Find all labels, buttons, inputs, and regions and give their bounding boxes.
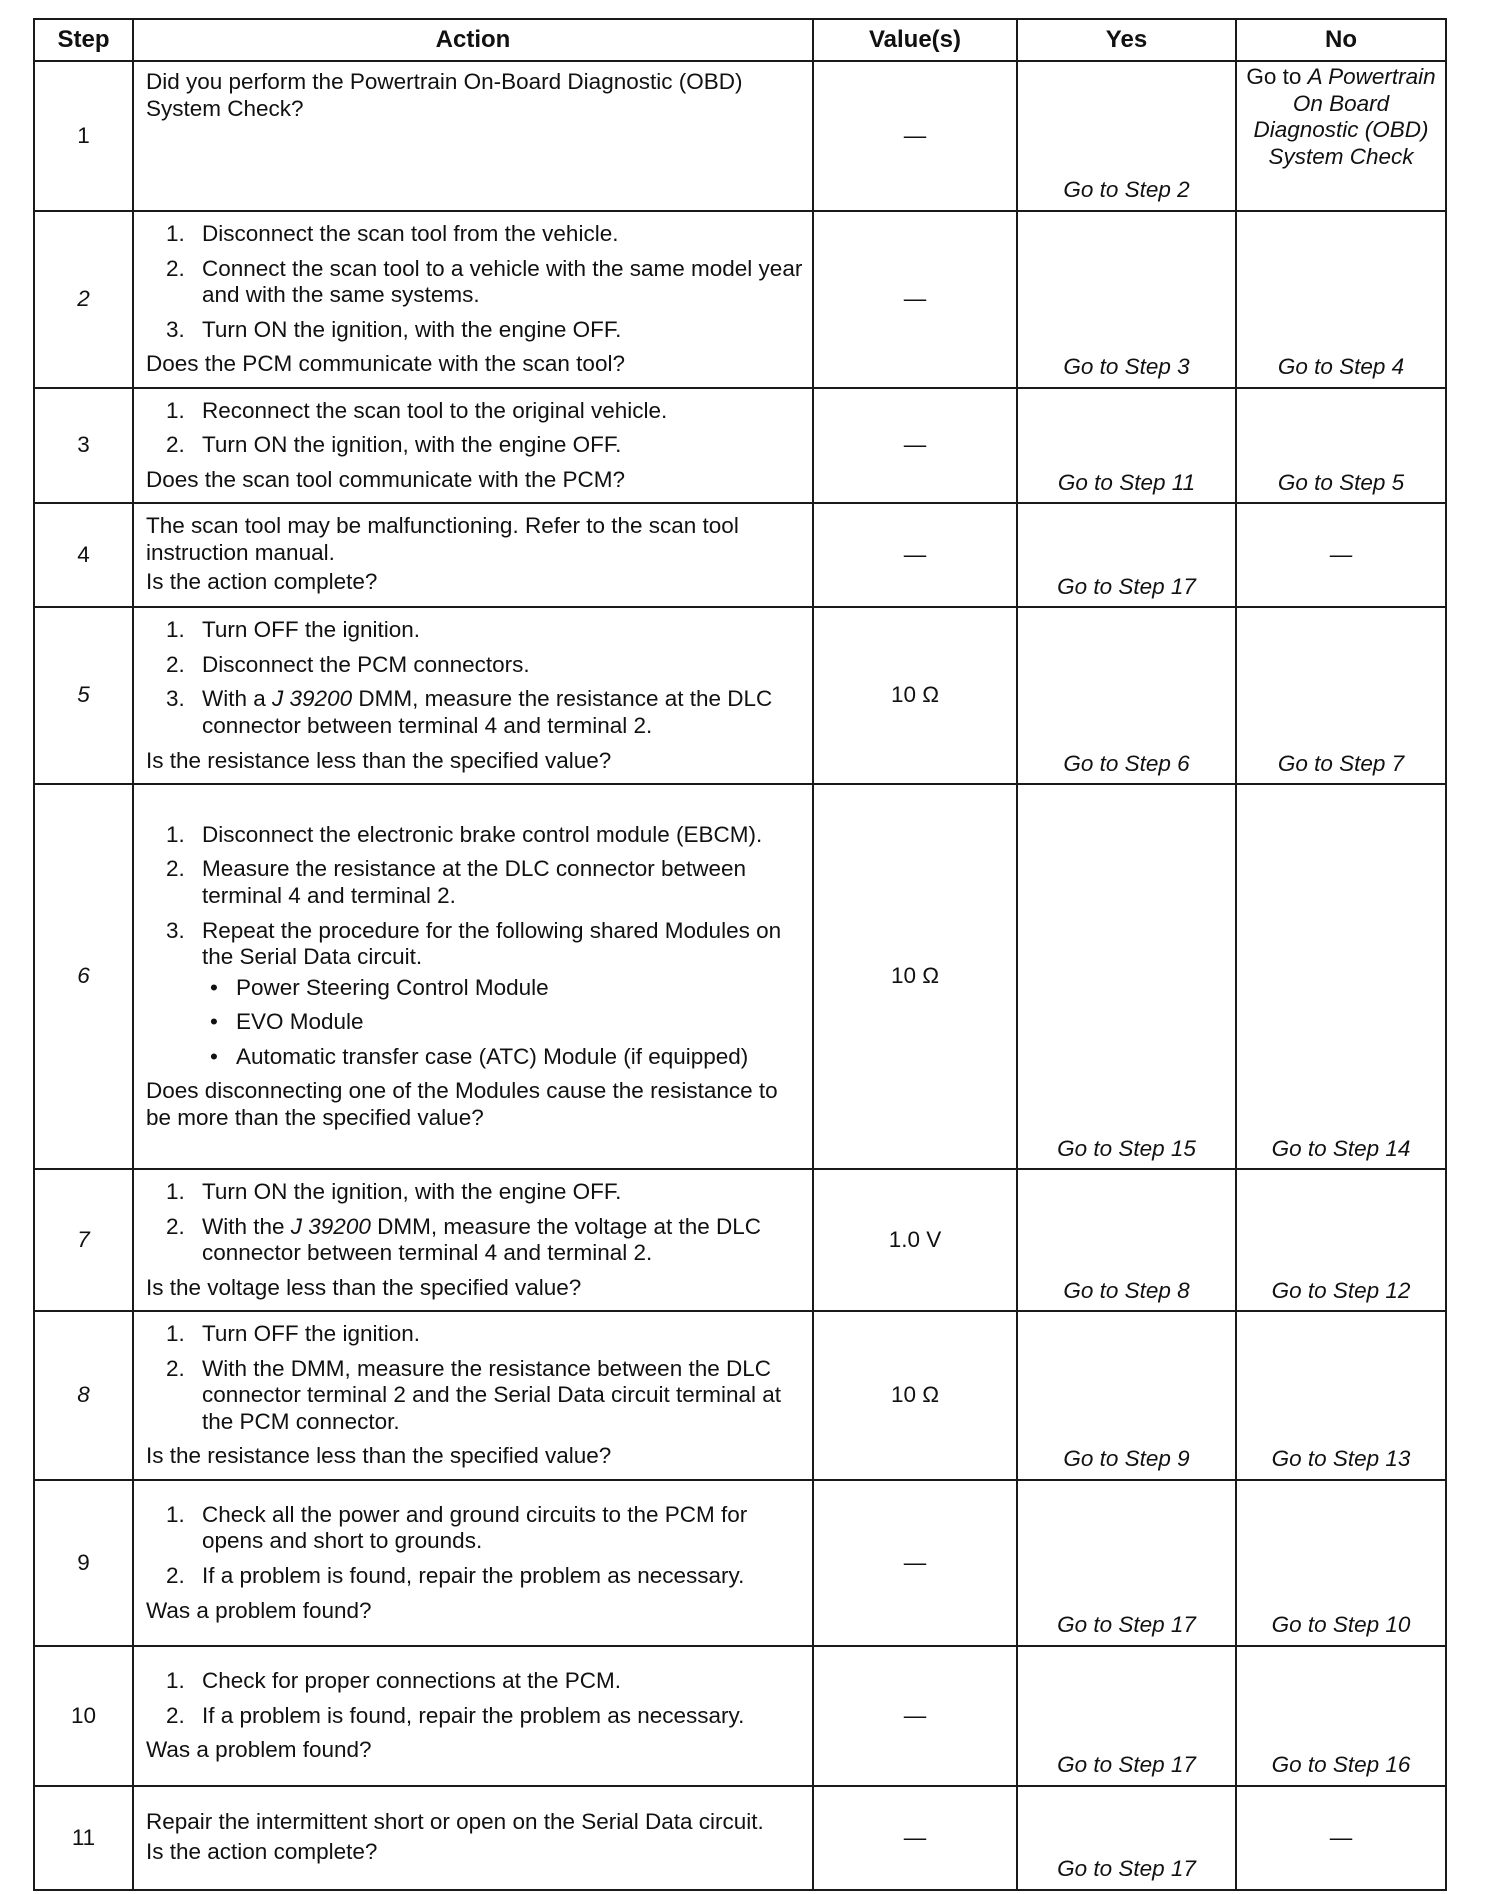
action-question: Is the resistance less than the specified value? xyxy=(146,1443,612,1469)
table-row xyxy=(34,211,1446,388)
action-item: 1. Turn OFF the ignition. xyxy=(166,1321,421,1347)
no-cell: Go to Step 12 xyxy=(1236,1169,1446,1311)
action-question: Was a problem found? xyxy=(146,1597,372,1623)
action-text: The scan tool may be malfunctioning. Refer to the scan tool instruction manual. xyxy=(146,513,739,565)
step-number: 10 xyxy=(34,1646,133,1786)
header-action: Action xyxy=(133,19,813,61)
bullet-item: • Power Steering Control Module xyxy=(210,974,549,1000)
action-item: 1. Turn OFF the ignition. xyxy=(166,617,421,643)
table-row xyxy=(34,61,1446,211)
table-row xyxy=(34,1786,1446,1890)
no-cell: Go to Step 5 xyxy=(1236,388,1446,504)
value-cell: 1.0 V xyxy=(813,1169,1017,1311)
action-cell xyxy=(133,1786,813,1890)
action-question: Does the scan tool communicate with the PCM? xyxy=(146,466,625,492)
no-cell: Go to Step 10 xyxy=(1236,1480,1446,1646)
yes-cell: Go to Step 17 xyxy=(1017,1786,1236,1890)
step-number: 1 xyxy=(34,61,133,211)
step-number: 5 xyxy=(34,607,133,784)
bullet-item: • Automatic transfer case (ATC) Module (if equipped) xyxy=(210,1043,749,1069)
yes-cell: Go to Step 8 xyxy=(1017,1169,1236,1311)
table-row xyxy=(34,1169,1446,1311)
tool-reference: J 39200 xyxy=(272,686,353,712)
table-row xyxy=(34,1646,1446,1786)
action-cell xyxy=(133,1169,813,1311)
value-cell: — xyxy=(813,211,1017,388)
action-question: Is the action complete? xyxy=(146,569,378,595)
yes-cell: Go to Step 6 xyxy=(1017,607,1236,784)
value-cell: 10 Ω xyxy=(813,607,1017,784)
value-cell: — xyxy=(813,61,1017,211)
step-number: 11 xyxy=(34,1786,133,1890)
action-item: 3. With a J 39200 DMM, measure the resistance at the DLC connector between terminal 4 and terminal 2. xyxy=(166,686,773,739)
action-item: 2. Turn ON the ignition, with the engine OFF. xyxy=(166,432,622,458)
action-cell xyxy=(133,503,813,607)
no-cell: — xyxy=(1236,503,1446,607)
no-cell: Go to Step 7 xyxy=(1236,607,1446,784)
action-question: Did you perform the Powertrain On-Board Diagnostic (OBD) System Check? xyxy=(146,69,743,121)
table-row xyxy=(34,388,1446,504)
diagnostic-table xyxy=(33,18,1447,1891)
tool-reference: J 39200 xyxy=(290,1213,371,1239)
action-question: Was a problem found? xyxy=(146,1737,372,1763)
action-item: 3. Repeat the procedure for the following shared Modules on the Serial Data circuit. • Power Steering Control Module • EVO Module • Automatic transfer case (ATC) Module (if equipped) xyxy=(146,918,804,1071)
action-cell xyxy=(133,61,813,211)
value-cell: 10 Ω xyxy=(813,1311,1017,1480)
action-item: 3. Turn ON the ignition, with the engine OFF. xyxy=(166,316,622,342)
action-item: 1. Turn ON the ignition, with the engine OFF. xyxy=(166,1179,622,1205)
step-number: 3 xyxy=(34,388,133,504)
value-cell: 10 Ω xyxy=(813,784,1017,1169)
action-cell xyxy=(133,784,813,1169)
bullet-item: • EVO Module xyxy=(210,1009,364,1035)
action-item: 2. With the J 39200 DMM, measure the voltage at the DLC connector between terminal 4 and terminal 2. xyxy=(166,1213,762,1266)
action-item: 2. Connect the scan tool to a vehicle with the same model year and with the same systems. xyxy=(166,255,803,308)
action-item: 2. If a problem is found, repair the problem as necessary. xyxy=(166,1563,745,1589)
action-cell xyxy=(133,1311,813,1480)
yes-cell: Go to Step 9 xyxy=(1017,1311,1236,1480)
step-number: 4 xyxy=(34,503,133,607)
no-cell: Go to Step 16 xyxy=(1236,1646,1446,1786)
action-cell xyxy=(133,211,813,388)
action-cell xyxy=(133,607,813,784)
action-item: 2. With the DMM, measure the resistance between the DLC connector terminal 2 and the Serial Data circuit terminal at the PCM connector. xyxy=(166,1355,782,1434)
header-values: Value(s) xyxy=(813,19,1017,61)
value-cell: — xyxy=(813,1480,1017,1646)
no-cell: Go to Step 4 xyxy=(1236,211,1446,388)
step-number: 7 xyxy=(34,1169,133,1311)
action-item: 2. Measure the resistance at the DLC connector between terminal 4 and terminal 2. xyxy=(166,856,747,908)
yes-cell: Go to Step 11 xyxy=(1017,388,1236,504)
action-text: Repair the intermittent short or open on the Serial Data circuit. xyxy=(146,1808,764,1834)
action-item: 2. If a problem is found, repair the problem as necessary. xyxy=(166,1702,745,1728)
action-question: Is the action complete? xyxy=(146,1838,378,1864)
action-item: 1. Disconnect the scan tool from the vehicle. xyxy=(166,221,619,246)
action-item: 1. Disconnect the electronic brake control module (EBCM). xyxy=(166,821,763,847)
step-number: 6 xyxy=(34,784,133,1169)
value-cell: — xyxy=(813,388,1017,504)
value-cell: — xyxy=(813,1646,1017,1786)
header-yes: Yes xyxy=(1017,19,1236,61)
action-question: Is the resistance less than the specified value? xyxy=(146,747,612,773)
action-question: Is the voltage less than the specified value? xyxy=(146,1274,582,1300)
table-row xyxy=(34,607,1446,784)
table-row xyxy=(34,1480,1446,1646)
yes-cell: Go to Step 15 xyxy=(1017,784,1236,1169)
action-cell xyxy=(133,388,813,504)
no-cell xyxy=(1236,61,1446,211)
action-item: 1. Check for proper connections at the PCM. xyxy=(166,1668,621,1694)
step-number: 8 xyxy=(34,1311,133,1480)
value-cell: — xyxy=(813,1786,1017,1890)
step-number: 2 xyxy=(34,211,133,388)
table-row xyxy=(34,1311,1446,1480)
table-row xyxy=(34,503,1446,607)
no-cell: Go to Step 14 xyxy=(1236,784,1446,1169)
header-step: Step xyxy=(34,19,133,61)
action-item: 1. Check all the power and ground circuits to the PCM for opens and short to grounds. xyxy=(166,1501,748,1554)
no-cell: Go to Step 13 xyxy=(1236,1311,1446,1480)
action-question: Does the PCM communicate with the scan tool? xyxy=(146,351,625,377)
action-cell xyxy=(133,1646,813,1786)
yes-cell: Go to Step 17 xyxy=(1017,1480,1236,1646)
yes-cell: Go to Step 17 xyxy=(1017,503,1236,607)
yes-cell: Go to Step 17 xyxy=(1017,1646,1236,1786)
no-cell: — xyxy=(1236,1786,1446,1890)
action-item: 1. Reconnect the scan tool to the original vehicle. xyxy=(166,397,668,423)
header-no: No xyxy=(1236,19,1446,61)
yes-cell: Go to Step 2 xyxy=(1017,61,1236,211)
value-cell: — xyxy=(813,503,1017,607)
no-prefix: Go to xyxy=(1246,64,1308,89)
header-row xyxy=(34,19,1446,61)
no-reference: A Powertrain On Board Diagnostic (OBD) System Check xyxy=(1253,64,1436,169)
action-question: Does disconnecting one of the Modules cause the resistance to be more than the specified value? xyxy=(146,1078,778,1130)
table-row xyxy=(34,784,1446,1169)
yes-cell: Go to Step 3 xyxy=(1017,211,1236,388)
action-cell xyxy=(133,1480,813,1646)
action-item: 2. Disconnect the PCM connectors. xyxy=(166,651,530,677)
step-number: 9 xyxy=(34,1480,133,1646)
